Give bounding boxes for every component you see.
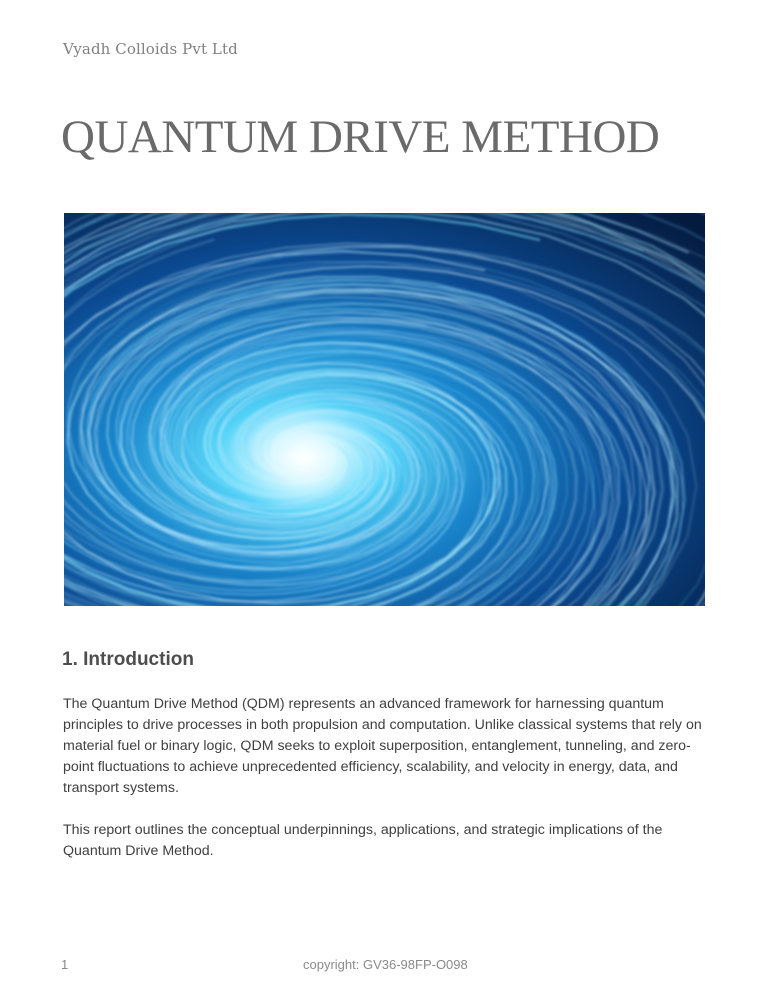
section-heading: 1. Introduction (62, 649, 194, 670)
copyright-text: copyright: GV36-98FP-O098 (303, 957, 468, 972)
company-name: Vyadh Colloids Pvt Ltd (63, 40, 238, 58)
page-number: 1 (61, 957, 69, 972)
intro-paragraph-1: The Quantum Drive Method (QDM) represents an advanced framework for harnessing quantum principles to drive processes in both propulsion and computation. Unlike classical systems that rely on material fuel or binary logic, QDM seeks to exploit superposition, entanglement, tunneling, and zero-point fluctuations to achieve unprecedented efficiency, scalability, and velocity in energy, data, and transport systems. (63, 696, 702, 796)
document-title: QUANTUM DRIVE METHOD (61, 111, 660, 163)
vortex-illustration (64, 213, 705, 606)
hero-image-vortex (64, 213, 705, 606)
intro-paragraph-2: This report outlines the conceptual underpinnings, applications, and strategic implications of the Quantum Drive Method. (63, 822, 663, 859)
